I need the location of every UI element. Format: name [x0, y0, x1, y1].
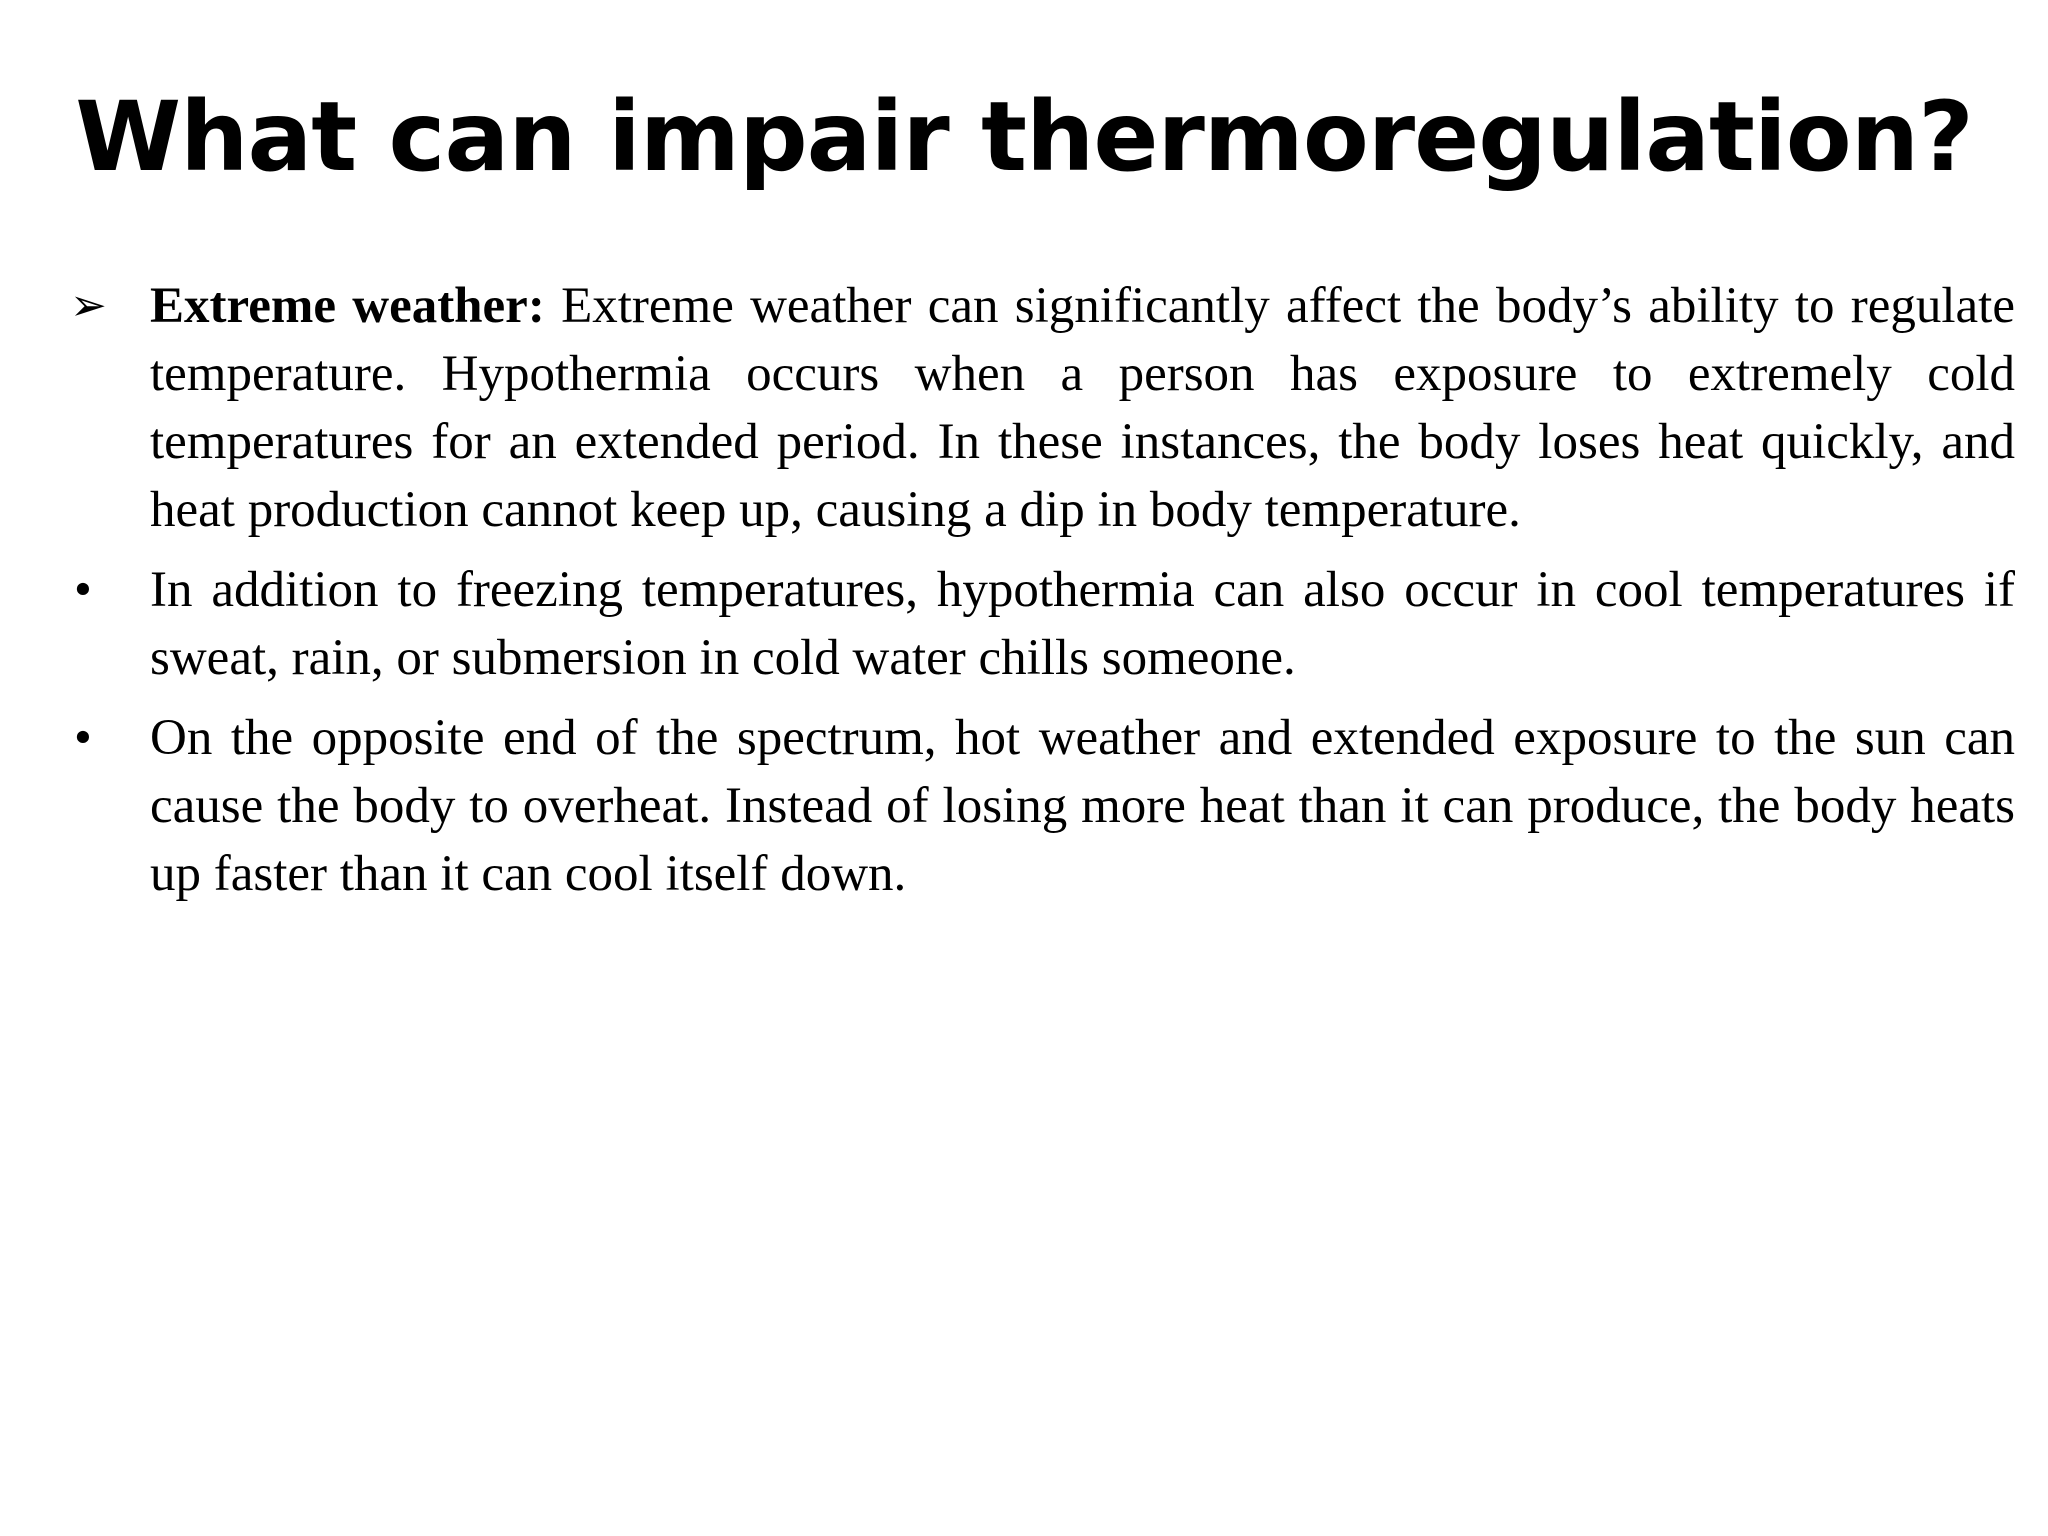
bullet-lead-text: Extreme weather: — [150, 278, 545, 334]
arrowhead-bullet-icon: ➢ — [70, 280, 107, 331]
dot-bullet-icon: • — [74, 562, 92, 618]
bullet-body-text: Extreme weather can significantly affect the body’s ability to regulate temperature. Hypothermia occurs when a person has exposure to extremely cold temperatures for an extended period. In these instances, the body loses heat quickly, and heat production cannot keep up, causing a dip in body temperature. — [150, 278, 2015, 538]
bullet-list — [70, 272, 2015, 920]
bullet-body-text: In addition to freezing temperatures, hypothermia can also occur in cool temperatures if sweat, rain, or submersion in cold water chills someone. — [150, 562, 2015, 686]
slide-title: What can impair thermoregulation? — [75, 81, 1973, 193]
bullet-body-text: On the opposite end of the spectrum, hot weather and extended exposure to the sun can cause the body to overheat. Instead of losing more heat than it can produce, the body heats up faster than it can cool itself down. — [150, 710, 2015, 902]
dot-bullet-icon: • — [74, 710, 92, 766]
bullet-item-cool-temperatures — [70, 556, 2015, 692]
bullet-item-hot-weather — [70, 704, 2015, 908]
bullet-item-extreme-weather — [70, 272, 2015, 544]
